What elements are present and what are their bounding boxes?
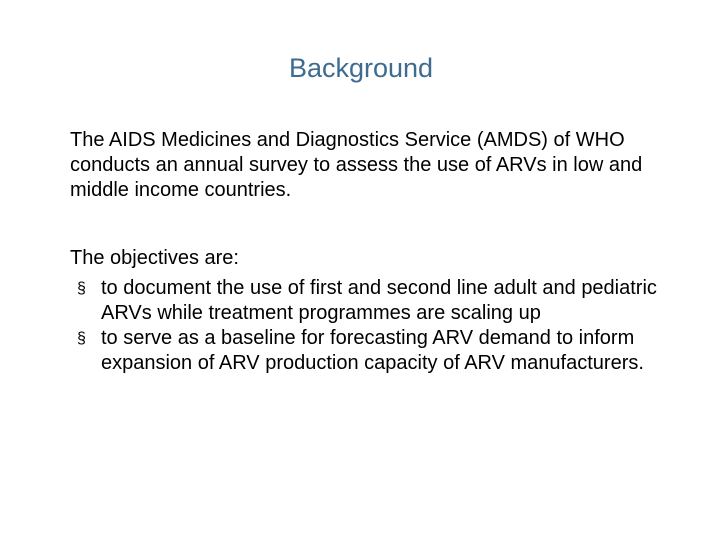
- objective-text: to serve as a baseline for forecasting ARV demand to inform expansion of ARV production capacity of ARV manufacturers.: [101, 327, 644, 374]
- objective-item: [70, 276, 680, 326]
- background-paragraph: The AIDS Medicines and Diagnostics Service (AMDS) of WHO conducts an annual survey to assess the use of ARVs in low and middle income countries.: [70, 129, 643, 201]
- bullet-icon: §: [77, 330, 86, 347]
- bullet-icon: §: [77, 280, 86, 297]
- objective-text: to document the use of first and second line adult and pediatric ARVs while treatment programmes are scaling up: [101, 277, 657, 324]
- objective-item: [70, 326, 680, 376]
- objectives-list: [70, 276, 680, 376]
- objectives-intro: The objectives are:: [70, 247, 239, 269]
- slide-title: Background: [288, 53, 434, 83]
